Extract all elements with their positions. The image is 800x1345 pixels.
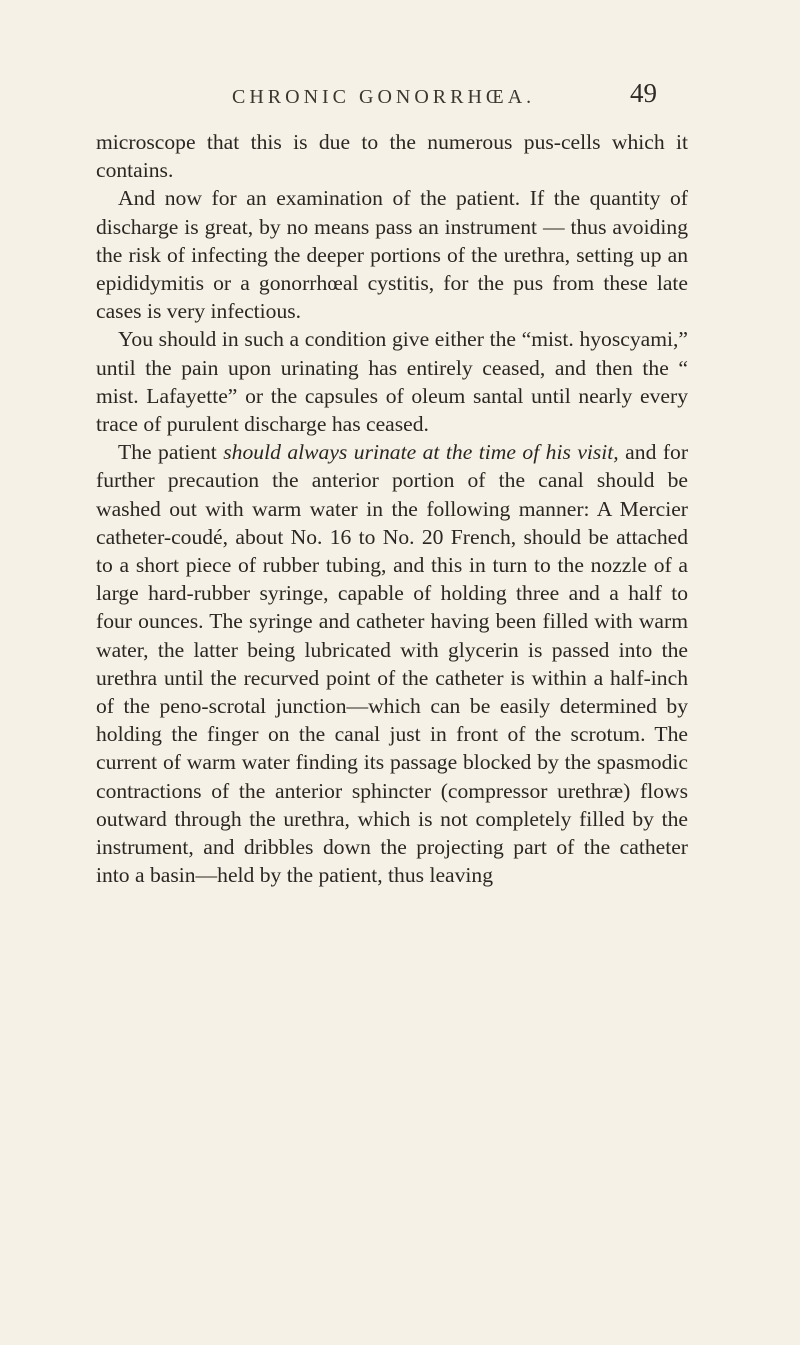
paragraph-4-start: The patient [118,440,224,465]
paragraph-2: And now for an examination of the patient. If the quantity of discharge is great, by no means pass an instrument — thus avoiding the risk of infecting the deeper portions of the urethra, setting up an epididymitis or a gonorrhœal cystitis, for the pus from these late cases is very infectious. [96,186,688,324]
paragraph-3: You should in such a condition give either the “mist. hyoscyami,” until the pain upon urinating has entirely ceased, and then the “ mist. Lafayette” or the capsules of oleum santal until nearly every trace of purulent discharge has ceased. [96,327,688,437]
page-number: 49 [630,78,657,108]
body-text [96,128,688,889]
paragraph-4-italic: should always urinate at the time of his visit, [223,440,619,465]
running-head: CHRONIC GONORRHŒA. [232,86,536,108]
paragraph-4-rest: and for further precaution the anterior portion of the canal should be washed out with warm water in the following manner: A Mercier catheter-coudé, about No. 16 to No. 20 French, should be attached to a short piece of rubber tubing, and this in turn to the nozzle of a large hard-rubber syringe, capable of holding three and a half to four ounces. The syringe and catheter having been filled with warm water, the latter being lubricated with glycerin is passed into the urethra until the recurved point of the catheter is within a half-inch of the peno-scrotal junction—which can be easily determined by holding the finger on the canal just in front of the scrotum. The current of warm water finding its passage blocked by the spasmodic contractions of the anterior sphincter (compressor urethræ) flows outward through the urethra, which is not completely filled by the instrument, and dribbles down the projecting part of the catheter into a basin—held by the patient, thus leaving [96,440,689,888]
paragraph-1: microscope that this is due to the numerous pus-cells which it contains. [96,130,688,183]
paragraph-4 [96,438,688,889]
